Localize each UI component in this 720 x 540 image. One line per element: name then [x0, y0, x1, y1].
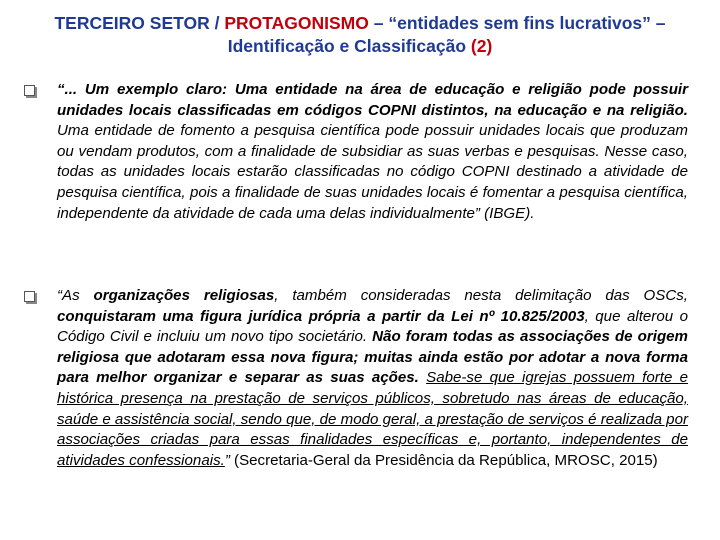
checkbox-bullet-icon: [24, 291, 35, 302]
title-part-4: (2): [470, 36, 493, 56]
bullet-1-text: Uma entidade de fomento a pesquisa científica pode possuir unidades locais que produzam ou vendam produtos, com a finalidade de subsidiar as suas verbas e pesquisas. Nesse caso, todas as unidades locais estarão classificadas no código COPNI destinado a atividade de pesquisa científica, pois a finalidade de suas unidades locais é fomentar a pesquisa científica, independente da atividade de cada uma delas individualmente” (IBGE).: [57, 122, 688, 222]
checkbox-bullet-icon: [24, 85, 35, 96]
slide-title: [40, 12, 680, 58]
bullet-2-seg-9: ”: [224, 451, 235, 469]
title-part-2: PROTAGONISMO: [224, 13, 369, 33]
bullet-2-seg-2: organizações religiosas: [93, 287, 275, 304]
bullet-1-bold-text: “... Um exemplo claro: Uma entidade na área de educação e religião pode possuir unidades locais classificadas em códigos COPNI distintos, na educação e na religião.: [57, 81, 688, 119]
bullet-2-seg-5: , que alterou o Código Civil e incluiu um novo tipo societário.: [57, 307, 688, 346]
title-part-3: – “entidades sem fins lucrativos” – Identificação e Classificação: [227, 13, 666, 56]
title-part-1: TERCEIRO SETOR /: [54, 13, 225, 33]
bullet-2-citation: (Secretaria-Geral da Presidência da República, MROSC, 2015): [234, 451, 658, 469]
bullet-item-1: [24, 80, 694, 224]
bullet-2-seg-3: , também consideradas nesta delimitação das OSCs,: [274, 287, 688, 304]
bullet-text-2: [57, 286, 688, 471]
bullet-2-seg-4: conquistaram uma figura jurídica própria a partir da Lei nº 10.825/2003: [57, 307, 585, 325]
bullet-2-seg-8: Sabe-se que igrejas possuem forte e histórica presença na prestação de serviços públicos, sobretudo nas áreas de educação, saúde e assistência social, sendo que, de modo geral, a prestação de serviços é realizada por associações criadas para essas finalidades específicas e, portanto, independentes de atividades confessionais.: [57, 369, 688, 469]
bullet-2-seg-6: Não foram todas as associações de origem religiosa que adotaram essa nova figura; muitas ainda estão por adotar a nova forma para melhor organizar e separar as suas ações.: [57, 328, 688, 387]
bullet-2-seg-1: “As: [57, 287, 94, 304]
bullet-text-1: [57, 80, 688, 224]
bullet-item-2: [24, 286, 694, 471]
